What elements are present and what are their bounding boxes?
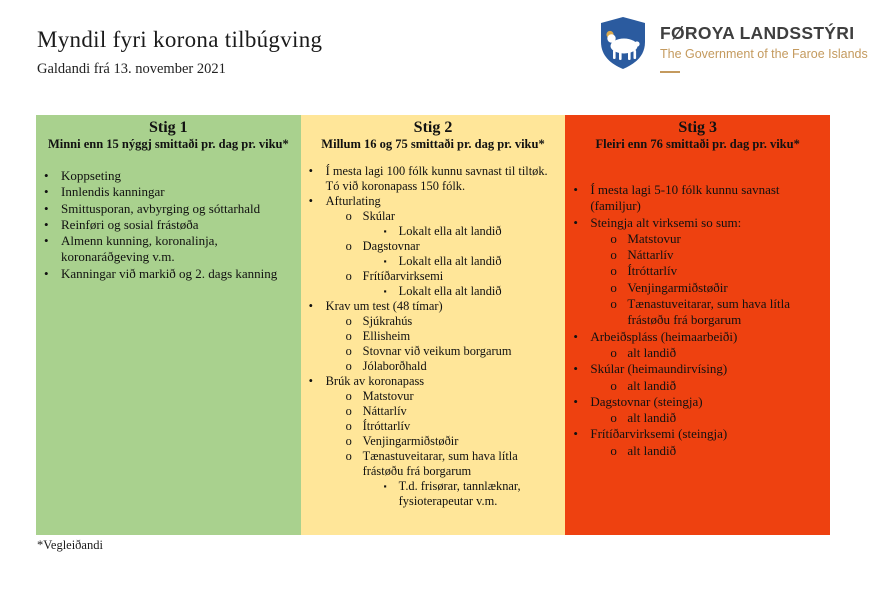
faroe-coat-of-arms-icon: [599, 16, 647, 70]
list-item-text: Lokalt ella alt landið: [398, 224, 502, 238]
circle-bullet-icon: o: [345, 329, 352, 343]
list-item: [36, 201, 297, 217]
list-item-text: Smittusporan, avbyrging og sóttarhald: [61, 200, 261, 216]
circle-bullet-icon: o: [610, 279, 617, 295]
bullet-icon: •: [44, 200, 49, 216]
column-subtitle: Minni enn 15 nýggj smittaði pr. dag pr. viku*: [47, 137, 289, 151]
stage-columns: [36, 115, 830, 535]
list-item-text: Venjingarmiðstøðir: [362, 434, 459, 448]
list-item-text: Skúlar: [362, 209, 396, 223]
list-item-text: alt landið: [627, 442, 677, 458]
bullet-icon: •: [308, 194, 314, 208]
list-item: [565, 361, 826, 377]
list-item-text: Skúlar (heimaundirvísing): [590, 361, 728, 377]
list-item: [301, 419, 562, 434]
bullet-icon: •: [308, 374, 314, 388]
list-item: [565, 296, 826, 329]
list-item: [565, 215, 826, 231]
list-item-text: Afturlating: [325, 194, 381, 208]
circle-bullet-icon: o: [345, 389, 352, 403]
logo-rule-divider: [660, 71, 680, 73]
list-item-text: alt landið: [627, 344, 677, 360]
logo-text-block: [660, 16, 868, 73]
list-item: [301, 314, 562, 329]
list-item: [565, 426, 826, 442]
list-item-text: Brúk av koronapass: [325, 374, 425, 388]
bullet-icon: •: [44, 233, 49, 249]
circle-bullet-icon: o: [345, 359, 352, 373]
circle-bullet-icon: o: [345, 434, 352, 448]
column-header: [36, 115, 301, 152]
circle-bullet-icon: o: [345, 419, 352, 433]
list-item: [301, 224, 562, 239]
list-item: [565, 410, 826, 426]
list-item: [36, 233, 297, 266]
list-item: [36, 266, 297, 282]
list-item-text: Steingja alt virksemi so sum:: [590, 214, 742, 230]
list-item-text: Tænastuveitarar, sum hava lítla frástøðu frá borgarum: [362, 449, 518, 478]
list-item-text: alt landið: [627, 377, 677, 393]
list-item-text: Almenn kunning, koronalinja, koronaráðgeving v.m.: [61, 233, 218, 265]
list-item: [301, 389, 562, 404]
column-header: [301, 115, 566, 152]
footnote: *Vegleiðandi: [37, 538, 103, 552]
circle-bullet-icon: o: [610, 442, 617, 458]
circle-bullet-icon: o: [345, 239, 352, 253]
bullet-icon: •: [573, 361, 578, 377]
list-item: [301, 194, 562, 209]
list-item: [565, 378, 826, 394]
circle-bullet-icon: o: [345, 404, 352, 418]
list-item: [565, 443, 826, 459]
logo-tagline: The Government of the Faroe Islands: [660, 47, 868, 61]
list-item: [565, 329, 826, 345]
list-item: [301, 269, 562, 284]
list-item: [301, 209, 562, 224]
square-bullet-icon: ▪: [383, 286, 387, 296]
bullet-icon: •: [573, 182, 578, 197]
list-item: [565, 280, 826, 296]
bullet-icon: •: [308, 299, 314, 313]
column-title: Stig 3: [678, 119, 718, 136]
circle-bullet-icon: o: [610, 377, 617, 393]
column-body: [565, 152, 830, 459]
list-item: [301, 359, 562, 374]
list-item-text: Lokalt ella alt landið: [398, 284, 502, 298]
list-item: [36, 184, 297, 200]
column-stig-3: [565, 115, 830, 535]
list-item: [565, 345, 826, 361]
list-item-text: Ítróttarlív: [362, 419, 411, 433]
list-item-text: T.d. frisørar, tannlæknar, fysioterapeutar v.m.: [398, 479, 521, 508]
circle-bullet-icon: o: [345, 449, 352, 463]
circle-bullet-icon: o: [610, 263, 617, 279]
circle-bullet-icon: o: [610, 230, 617, 246]
list-item-text: Tænastuveitarar, sum hava lítla frástøðu frá borgarum: [627, 296, 790, 328]
circle-bullet-icon: o: [610, 296, 617, 312]
list-item-text: Frítíðarvirksemi (steingja): [590, 426, 728, 442]
list-item: [565, 263, 826, 279]
list-item: [565, 182, 826, 215]
list-item-text: Kanningar við markið og 2. dags kanning: [61, 265, 278, 281]
circle-bullet-icon: o: [345, 209, 352, 223]
list-item-text: Í mesta lagi 100 fólk kunnu savnast til tiltøk. Tó við koronapass 150 fólk.: [325, 164, 548, 193]
list-item-text: Dagstovnar: [362, 239, 420, 253]
list-item: [301, 404, 562, 419]
bullet-icon: •: [573, 328, 578, 344]
column-header: [565, 115, 830, 152]
list-item: [565, 231, 826, 247]
circle-bullet-icon: o: [610, 247, 617, 263]
list-item-text: Lokalt ella alt landið: [398, 254, 502, 268]
column-body: [301, 152, 566, 509]
list-item-text: Matstovur: [362, 389, 414, 403]
list-item-text: Frítíðarvirksemi: [362, 269, 444, 283]
list-item: [301, 164, 562, 194]
list-item-text: Krav um test (48 tímar): [325, 299, 443, 313]
list-item-text: Stovnar við veikum borgarum: [362, 344, 512, 358]
bullet-icon: •: [44, 265, 49, 281]
list-item-text: Venjingarmiðstøðir: [627, 279, 728, 295]
list-item-text: Í mesta lagi 5-10 fólk kunnu savnast (familjur): [590, 182, 780, 214]
circle-bullet-icon: o: [345, 269, 352, 283]
logo-name: FØROYA LANDSSTÝRI: [660, 23, 855, 43]
list-item-text: Arbeiðspláss (heimaarbeiði): [590, 328, 738, 344]
list-item-text: Matstovur: [627, 230, 681, 246]
bullet-icon: •: [308, 164, 314, 178]
page-title: Myndil fyri korona tilbúgving: [37, 27, 323, 52]
square-bullet-icon: ▪: [383, 226, 387, 236]
list-item: [301, 254, 562, 269]
bullet-icon: •: [573, 214, 578, 230]
list-item-text: Innlendis kanningar: [61, 184, 165, 200]
bullet-icon: •: [44, 216, 49, 232]
circle-bullet-icon: o: [610, 410, 617, 426]
list-item-text: Dagstovnar (steingja): [590, 393, 703, 409]
list-item-text: alt landið: [627, 410, 677, 426]
column-subtitle: Millum 16 og 75 smittaði pr. dag pr. viku*: [321, 137, 545, 151]
bullet-icon: •: [573, 426, 578, 442]
list-item-text: Náttarlív: [627, 247, 674, 263]
circle-bullet-icon: o: [610, 344, 617, 360]
column-subtitle: Fleiri enn 76 smittaði pr. dag pr. viku*: [595, 137, 800, 151]
circle-bullet-icon: o: [345, 344, 352, 358]
list-item: [36, 217, 297, 233]
column-stig-2: [301, 115, 566, 535]
list-item: [301, 239, 562, 254]
list-item: [301, 329, 562, 344]
government-logo: [599, 16, 868, 73]
page-subtitle: Galdandi frá 13. november 2021: [37, 61, 226, 77]
list-item-text: Ellisheim: [362, 329, 411, 343]
list-item-text: Jólaborðhald: [362, 359, 427, 373]
list-item: [565, 247, 826, 263]
square-bullet-icon: ▪: [383, 256, 387, 266]
bullet-icon: •: [44, 168, 49, 183]
bullet-icon: •: [44, 184, 49, 200]
list-item: [301, 299, 562, 314]
list-item-text: Reinføri og sosial frástøða: [61, 216, 199, 232]
list-item-text: Ítróttarlív: [627, 263, 678, 279]
list-item-text: Sjúkrahús: [362, 314, 413, 328]
list-item-text: Koppseting: [61, 168, 121, 183]
list-item: [301, 449, 562, 479]
list-item: [301, 344, 562, 359]
column-body: [36, 152, 301, 282]
list-item: [565, 394, 826, 410]
list-item: [301, 434, 562, 449]
column-title: Stig 2: [413, 119, 453, 136]
list-item: [301, 479, 562, 509]
column-title: Stig 1: [149, 119, 188, 136]
list-item: [301, 374, 562, 389]
list-item: [301, 284, 562, 299]
circle-bullet-icon: o: [345, 314, 352, 328]
list-item-text: Náttarlív: [362, 404, 407, 418]
list-item: [36, 168, 297, 184]
bullet-icon: •: [573, 393, 578, 409]
column-stig-1: [36, 115, 301, 535]
square-bullet-icon: ▪: [383, 481, 387, 491]
